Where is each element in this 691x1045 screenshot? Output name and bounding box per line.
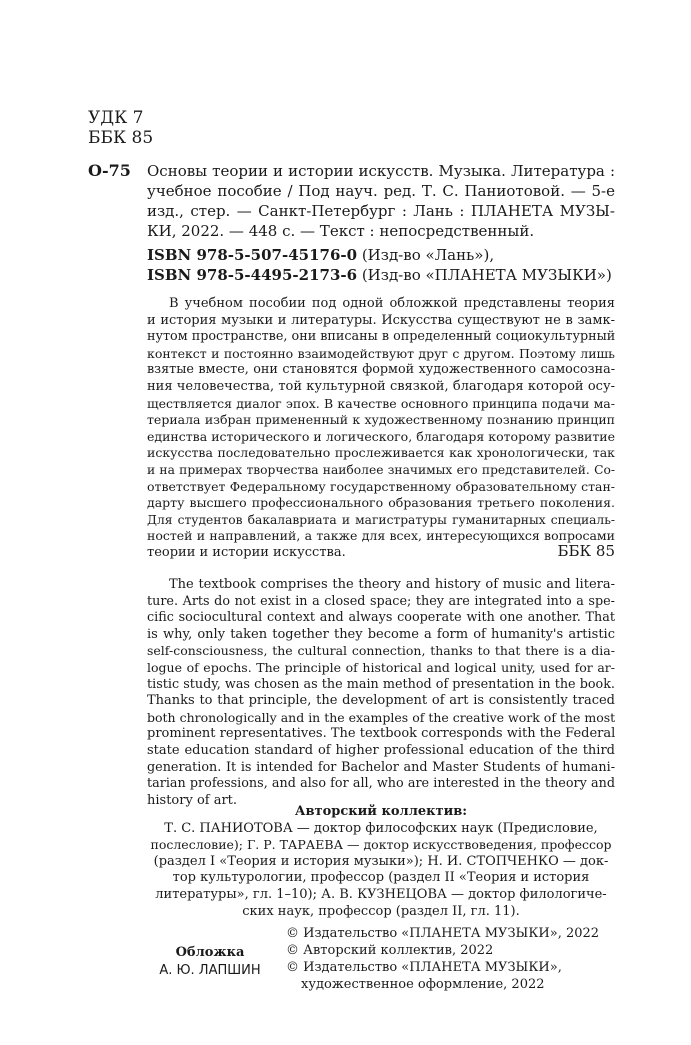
authors-line: ских наук, профессор (раздел II, гл. 11). <box>242 903 520 919</box>
biblio-line: учебное пособие / Под науч. ред. Т. С. Паниотовой. — 5-е <box>147 182 615 200</box>
abstract-line: ностей и направлений, а также для всех, интересующихся вопросами <box>147 528 615 544</box>
classification-block <box>88 108 153 148</box>
abstract-line: В учебном пособии под одной обложкой представлены теория <box>169 296 615 311</box>
isbn-code: ISBN 978-5-507-45176-0 <box>147 246 358 264</box>
copyright-line: © Издательство «ПЛАНЕТА МУЗЫКИ», <box>286 960 562 975</box>
abstract-line: history of art. <box>147 792 238 808</box>
abstract-line: и на примерах творчества наиболее значимых его представителей. Со- <box>147 462 615 477</box>
abstract-line: Для студентов бакалавриата и магистратуры гуманитарных специаль- <box>147 512 615 527</box>
isbn-publisher: (Изд-во «Лань»), <box>361 246 495 264</box>
udk-code: УДК 7 <box>88 108 144 128</box>
abstract-line: единства исторического и логического, благодаря которому развитие <box>147 428 615 444</box>
abstract-line: ture. Arts do not exist in a closed space; they are integrated into a spe- <box>147 593 615 609</box>
abstract-english <box>147 577 615 809</box>
abstract-line: tarian professions, and also for all, who are interested in the theory and <box>147 776 615 792</box>
abstract-line: Thanks to that principle, the development of art is consistently traced <box>147 693 615 709</box>
authors-block <box>147 804 615 920</box>
authors-line: послесловие); Г. Р. ТАРАЕВА — доктор искусствоведения, профессор <box>150 837 612 853</box>
abstract-line: ответствует Федеральному государственному образовательному стан- <box>147 478 615 494</box>
biblio-line: изд., стер. — Санкт-Петербург : Лань : ПЛАНЕТА МУЗЫ- <box>147 202 615 220</box>
cover-designer: А. Ю. ЛАПШИН <box>159 963 261 978</box>
abstract-line: logue of epochs. The principle of historical and logical unity, used for ar- <box>147 659 615 675</box>
copyright-line: © Авторский коллектив, 2022 <box>286 943 494 958</box>
abstract-line: искусства последовательно прослеживается как хронологически, так <box>147 445 615 461</box>
isbn-row <box>147 245 617 265</box>
isbn-code: ISBN 978-5-4495-2173-6 <box>147 266 358 284</box>
abstract-russian <box>147 296 615 562</box>
author-sign: О-75 <box>88 161 131 180</box>
abstract-line: state education standard of higher professional education of the third <box>147 742 615 758</box>
isbn-publisher: (Изд-во «ПЛАНЕТА МУЗЫКИ») <box>361 266 612 284</box>
authors-line: Т. С. ПАНИОТОВА — доктор философских наук (Предисловие, <box>164 820 598 836</box>
abstract-line: теории и истории искусства. <box>147 544 346 560</box>
abstract-line: generation. It is intended for Bachelor and Master Students of humani- <box>147 759 615 775</box>
authors-line: литературы», гл. 1–10); А. В. КУЗНЕЦОВА — доктор филологиче- <box>155 886 607 902</box>
abstract-line: The textbook comprises the theory and history of music and litera- <box>169 577 615 592</box>
abstract-line: и история музыки и литературы. Искусства существуют не в замк- <box>147 312 615 328</box>
abstract-line: контекст и постоянно взаимодействуют друг с другом. Поэтому лишь <box>147 345 615 361</box>
bibliographic-description <box>147 161 615 241</box>
copyright-block <box>286 925 626 993</box>
abstract-line: self-consciousness, the cultural connection, thanks to that there is a dia- <box>147 643 615 659</box>
abstract-line: is why, only taken together they become a form of humanity's artistic <box>147 626 615 642</box>
isbn-block <box>147 245 617 285</box>
abstract-line: both chronologically and in the examples of the creative work of the most <box>147 709 616 725</box>
copyright-line: © Издательство «ПЛАНЕТА МУЗЫКИ», 2022 <box>286 926 600 941</box>
abstract-line: нутом пространстве, они вписаны в определенный социокультурный <box>147 329 616 345</box>
biblio-line: КИ, 2022. — 448 с. — Текст : непосредственный. <box>147 222 535 240</box>
abstract-line: ния человечества, той культурной связкой, благодаря которой осу- <box>147 378 615 394</box>
abstract-line: prominent representatives. The textbook corresponds with the Federal <box>147 726 616 742</box>
cover-label: Обложка <box>175 945 245 960</box>
abstract-line: tistic study, was chosen as the main method of presentation in the book. <box>147 676 615 692</box>
cover-credit <box>150 944 270 980</box>
authors-line: (раздел I «Теория и история музыки»); Н. И. СТОПЧЕНКО — док- <box>153 853 609 869</box>
abstract-line: териала избран примененный к художественному познанию принцип <box>147 412 615 428</box>
abstract-line: cific sociocultural context and always cooperate with one another. That <box>147 610 615 626</box>
copyright-line: художественное оформление, 2022 <box>301 977 545 992</box>
isbn-row <box>147 265 617 285</box>
bbk-code: ББК 85 <box>88 128 154 148</box>
biblio-line: Основы теории и истории искусств. Музыка. Литература : <box>147 162 615 180</box>
bbk-code-bottom: ББК 85 <box>557 542 615 560</box>
abstract-line: взятые вместе, они становятся формой художественного самосозна- <box>147 362 615 378</box>
abstract-line: ществляется диалог эпох. В качестве основного принципа подачи ма- <box>147 395 615 411</box>
authors-line: тор культурологии, профессор (раздел II «Теория и история <box>172 870 590 886</box>
authors-heading: Авторский коллектив: <box>294 804 468 819</box>
abstract-line: дарту высшего профессионального образования третьего поколения. <box>147 495 615 511</box>
